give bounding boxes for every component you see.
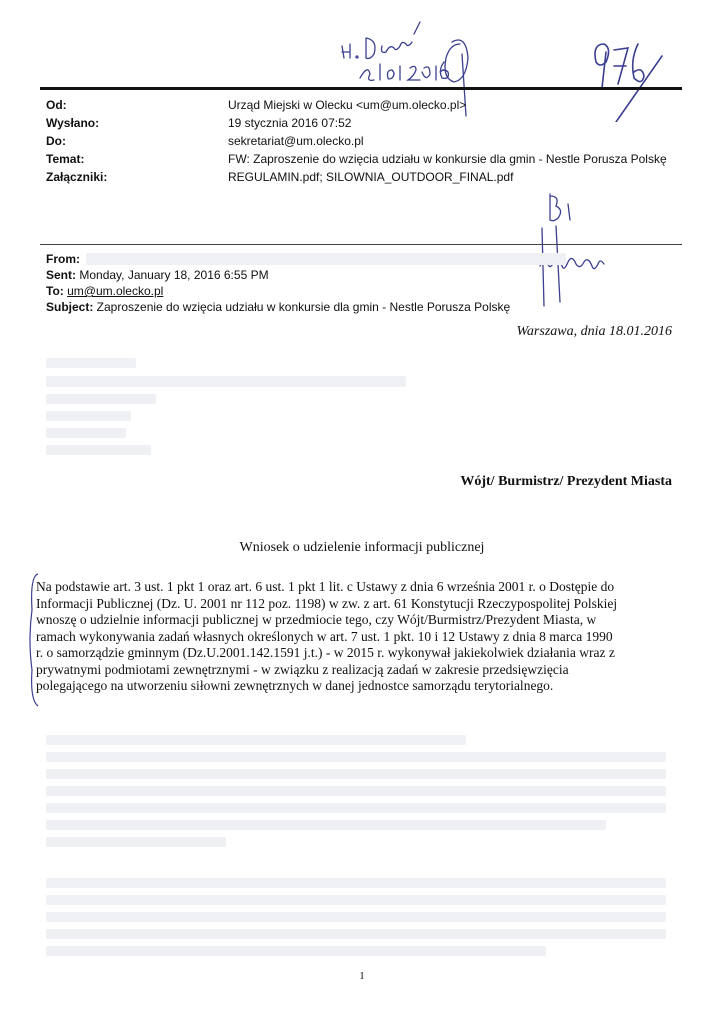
redacted-line (46, 786, 666, 796)
header-value: FW: Zaproszenie do wzięcia udziału w konkursie dla gmin - Nestle Porusza Polskę (228, 152, 667, 166)
forwarded-to-label: To: (46, 284, 68, 298)
redacted-line (46, 376, 406, 387)
forwarded-header (46, 251, 510, 315)
redacted-line (46, 912, 666, 922)
paragraph-line: wnoszę o udzielnie informacji publicznej w przedmiocie tego, czy Wójt/Burmistrz/Prezydent Miasta, w (36, 612, 597, 627)
handwritten-mark-b1 (544, 190, 584, 226)
paragraph-line: r. o samorządzie gminnym (Dz.U.2001.142.1591 j.t.) - w 2015 r. wykonywał jakiekolwiek działania wraz z (36, 645, 615, 660)
header-value: Urząd Miejski w Olecku <um@um.olecko.pl> (228, 98, 467, 112)
redacted-line (46, 769, 666, 779)
redacted-line (46, 895, 666, 905)
redacted-line (46, 946, 546, 956)
redacted-line (46, 411, 131, 421)
redacted-line (46, 394, 156, 404)
header-value: sekretariat@um.olecko.pl (228, 134, 364, 148)
letter-date: Warszawa, dnia 18.01.2016 (516, 324, 672, 339)
header-rule (40, 87, 682, 90)
redacted-line (46, 445, 151, 455)
forwarded-from-line (46, 251, 510, 267)
header-label: Wysłano: (46, 116, 100, 130)
letter-addressee: Wójt/ Burmistrz/ Prezydent Miasta (460, 474, 672, 489)
redacted-sender (86, 253, 566, 265)
header-label: Do: (46, 134, 66, 148)
forwarded-from-label: From: (46, 252, 80, 266)
redacted-line (46, 803, 666, 813)
handwritten-initials (532, 222, 612, 312)
paragraph-line: prywatnymi podmiotami zewnętrznymi - w związku z realizacją zadań w zakresie przedsięwzięcia (36, 661, 569, 677)
paragraph-line: polegającego na utworzeniu siłowni zewnętrznych w danej jednostce samorządu terytorialnego. (36, 678, 554, 693)
redacted-line (46, 735, 466, 745)
redacted-line (46, 878, 666, 888)
paragraph-line: ramach wykonywania zadań własnych określonych w art. 7 ust. 1 pkt. 10 i 12 Ustawy z dnia 8 marca 1990 (36, 628, 613, 644)
forwarded-sent-line (46, 267, 510, 283)
redacted-line (46, 358, 136, 368)
redacted-line (46, 752, 666, 762)
header-label: Od: (46, 98, 67, 112)
redacted-line (46, 820, 606, 830)
page-number: 1 (359, 970, 365, 982)
header-label: Temat: (46, 152, 85, 166)
redacted-line (46, 428, 126, 438)
header-value: REGULAMIN.pdf; SILOWNIA_OUTDOOR_FINAL.pdf (228, 170, 514, 184)
letter-title: Wniosek o udzielenie informacji publicznej (239, 540, 485, 555)
forward-separator (40, 244, 682, 245)
forwarded-to-line (46, 283, 510, 299)
forwarded-subject-value: Zaproszenie do wzięcia udziału w konkursie dla gmin - Nestle Porusza Polskę (96, 300, 511, 314)
redacted-line (46, 837, 226, 847)
handwritten-document-number (588, 22, 668, 122)
header-value: 19 stycznia 2016 07:52 (228, 116, 352, 130)
redacted-line (46, 929, 666, 939)
forwarded-subject-line (46, 299, 510, 315)
paragraph-line: Informacji Publicznej (Dz. U. 2001 nr 112 poz. 1198) w zw. z art. 61 Konstytucji Rzeczypospolitej Polskiej (36, 595, 618, 611)
forwarded-sent-value: Monday, January 18, 2016 6:55 PM (79, 268, 269, 282)
forwarded-to-value[interactable]: um@um.olecko.pl (67, 284, 164, 298)
letter-paragraph (36, 579, 676, 695)
forwarded-subject-label: Subject: (46, 300, 97, 314)
header-label: Załączniki: (46, 170, 108, 184)
forwarded-sent-label: Sent: (46, 268, 80, 282)
paragraph-line: Na podstawie art. 3 ust. 1 pkt 1 oraz art. 6 ust. 1 pkt 1 lit. c Ustawy z dnia 6 września 2001 r. o Dostępie do (36, 579, 615, 594)
